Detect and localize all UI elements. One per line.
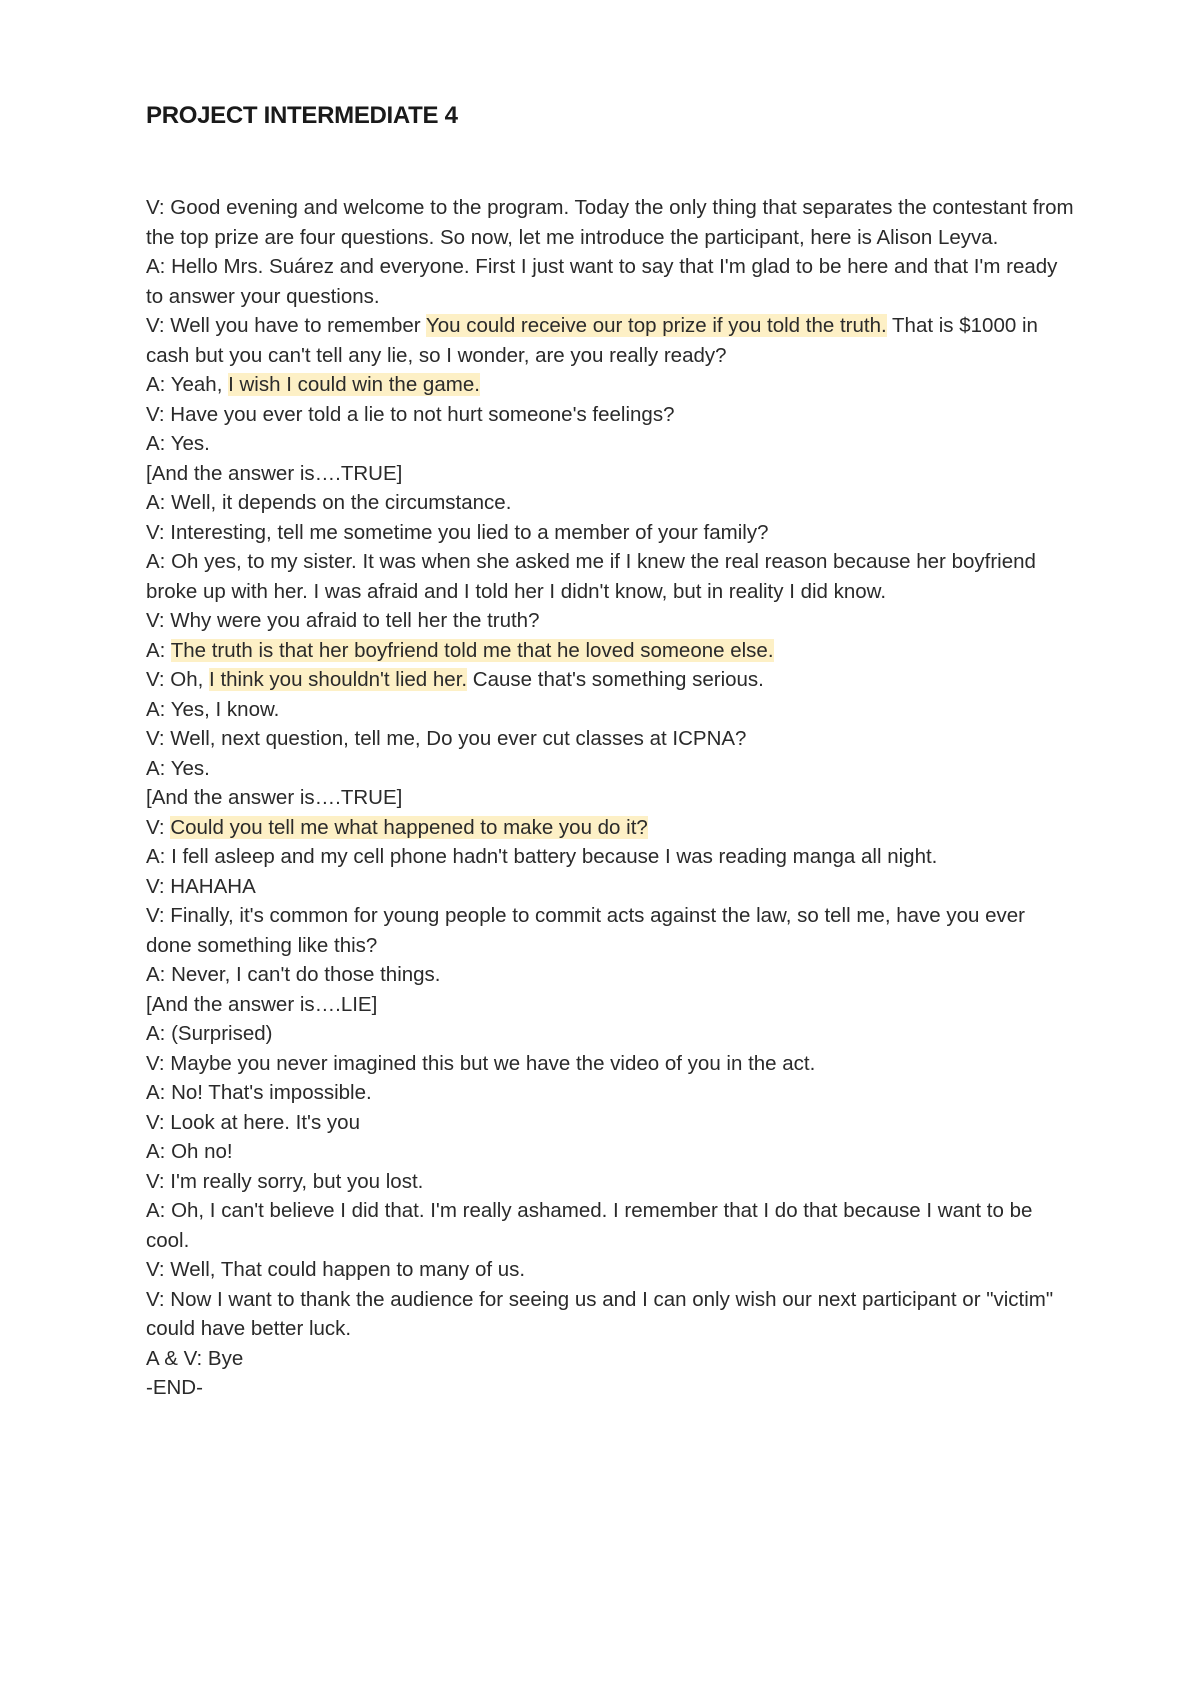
line-text: V: Good evening and welcome to the program. Today the only thing that separates the contestant from the top prize are four questions. So now, let me introduce the participant, here is Alison Leyva. (146, 196, 1080, 249)
line-text: V: Well you have to remember (146, 314, 426, 337)
line-text: That is $1000 in cash but you can't tell any lie, so I wonder, are you really ready? (146, 314, 1044, 367)
highlighted-text: You could receive our top prize if you told the truth. (425, 314, 887, 337)
line-text: A: No! That's impossible. (146, 1081, 372, 1104)
highlighted-text: Could you tell me what happened to make you do it? (170, 815, 648, 839)
line-text: A: Oh, I can't believe I did that. I'm really ashamed. I remember that I do that because I want to be cool. (146, 1199, 1039, 1252)
line-text: V: HAHAHA (146, 874, 256, 898)
dialogue-line (146, 813, 1076, 843)
line-text: V: Have you ever told a lie to not hurt someone's feelings? (146, 402, 675, 426)
line-text: A: Oh no! (146, 1140, 233, 1163)
line-text: A: Yeah, (146, 373, 229, 396)
line-text: V: I'm really sorry, but you lost. (146, 1169, 424, 1193)
line-text: V: Look at here. It's you (146, 1110, 360, 1134)
highlighted-text: I think you shouldn't lied her. (209, 668, 468, 691)
dialogue-line (146, 783, 1076, 813)
dialogue-line (146, 842, 1076, 872)
dialogue-line (146, 1019, 1076, 1049)
dialogue-line (146, 429, 1076, 459)
line-text: A: Well, it depends on the circumstance. (146, 491, 512, 514)
line-text: Cause that's something serious. (467, 668, 764, 691)
dialogue-line (146, 1049, 1076, 1079)
line-text: [And the answer is….TRUE] (146, 461, 403, 485)
dialogue-line (146, 724, 1076, 754)
dialogue-line (146, 1285, 1076, 1344)
dialogue-line (146, 193, 1080, 252)
dialogue-line (146, 636, 1076, 666)
line-text: A: Never, I can't do those things. (146, 963, 441, 986)
highlighted-text: I wish I could win the game. (228, 373, 480, 396)
line-text: A: I fell asleep and my cell phone hadn't battery because I was reading manga all night. (146, 845, 938, 868)
dialogue-line (146, 1108, 1076, 1138)
dialogue-line (146, 547, 1076, 606)
line-text: V: Well, That could happen to many of us. (146, 1258, 526, 1281)
line-text: A: (146, 638, 171, 662)
dialogue-line (146, 488, 1076, 518)
dialogue-line (146, 311, 1076, 370)
dialogue-line (146, 990, 1076, 1020)
line-text: V: Interesting, tell me sometime you lied to a member of your family? (146, 520, 769, 544)
line-text: A: Yes. (146, 432, 210, 455)
dialogue-line (146, 1167, 1076, 1197)
dialogue-line (146, 1196, 1076, 1255)
dialogue-line (146, 901, 1076, 960)
document-title: PROJECT INTERMEDIATE 4 (146, 102, 458, 129)
dialogue-line (146, 872, 1076, 902)
line-text: A: Hello Mrs. Suárez and everyone. First I just want to say that I'm glad to be here and that I'm ready to answer your questions. (146, 255, 1064, 308)
dialogue-line (146, 518, 1076, 548)
highlighted-text: The truth is that her boyfriend told me that he loved someone else. (170, 638, 774, 662)
line-text: A & V: Bye (146, 1346, 244, 1370)
line-text: A: Yes. (146, 756, 210, 780)
dialogue-line (146, 1078, 1076, 1108)
dialogue-line (146, 400, 1076, 430)
dialogue-line (146, 459, 1076, 489)
dialogue-line (146, 754, 1076, 784)
dialogue-body (146, 193, 1080, 1403)
line-text: V: Oh, (146, 668, 210, 691)
dialogue-line (146, 1255, 1076, 1285)
dialogue-line (146, 1344, 1076, 1374)
dialogue-line (146, 370, 1076, 400)
line-text: V: Well, next question, tell me, Do you ever cut classes at ICPNA? (146, 727, 747, 750)
dialogue-line (146, 665, 1076, 695)
line-text: A: Oh yes, to my sister. It was when she asked me if I knew the real reason because her boyfriend broke up with her. I was afraid and I told her I didn't know, but in reality I did know. (146, 550, 1042, 603)
line-text: V: Why were you afraid to tell her the truth? (146, 609, 540, 632)
dialogue-line (146, 1373, 1076, 1403)
line-text: A: (Surprised) (146, 1022, 273, 1045)
dialogue-line (146, 606, 1076, 636)
line-text: [And the answer is….TRUE] (146, 786, 403, 809)
line-text: [And the answer is….LIE] (146, 992, 378, 1016)
line-text: A: Yes, I know. (146, 697, 280, 721)
line-text: V: Now I want to thank the audience for seeing us and I can only wish our next participant or "victim" could have better luck. (146, 1287, 1059, 1340)
dialogue-line (146, 960, 1076, 990)
line-text: -END- (146, 1376, 203, 1399)
line-text: V: Maybe you never imagined this but we have the video of you in the act. (146, 1051, 816, 1075)
dialogue-line (146, 695, 1076, 725)
line-text: V: (146, 815, 171, 839)
dialogue-line (146, 252, 1076, 311)
dialogue-line (146, 1137, 1076, 1167)
line-text: V: Finally, it's common for young people to commit acts against the law, so tell me, have you ever done something like this? (146, 904, 1031, 957)
